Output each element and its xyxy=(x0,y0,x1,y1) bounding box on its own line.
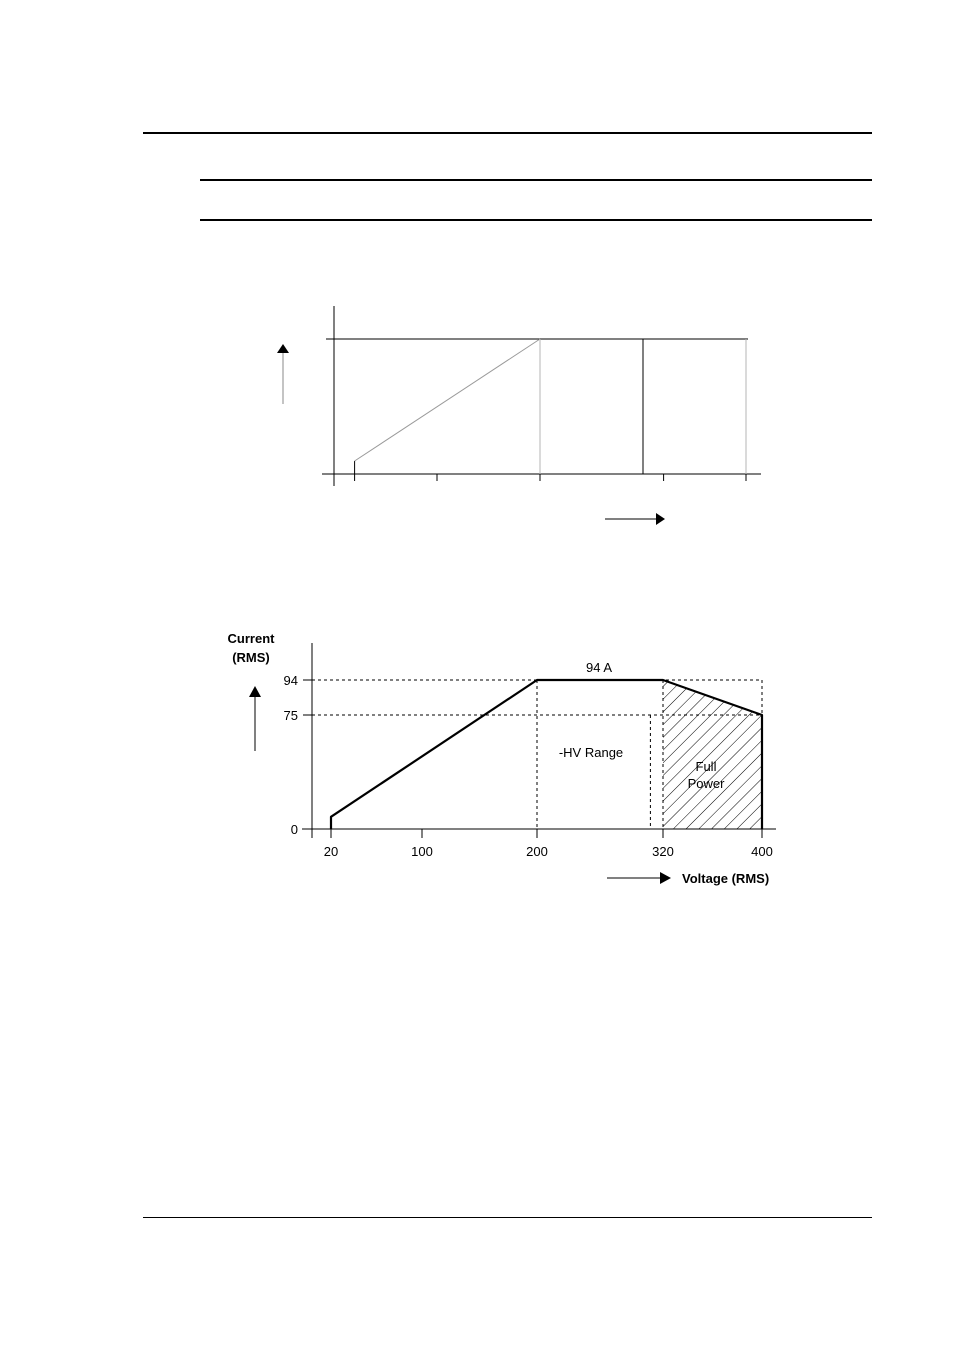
chart2-right-arrow xyxy=(607,872,671,884)
chart2-up-arrow xyxy=(249,686,261,751)
x-tick-label: 100 xyxy=(411,844,433,859)
x-tick-label: 320 xyxy=(652,844,674,859)
x-tick-label: 200 xyxy=(526,844,548,859)
x-tick-label: 400 xyxy=(751,844,773,859)
label-full-power: Full xyxy=(695,759,717,774)
x-tick-label: 20 xyxy=(323,844,339,859)
label-hv-range: -HV Range xyxy=(558,745,624,760)
label-full-power: Power xyxy=(687,776,725,791)
label-94a: 94 A xyxy=(585,660,613,675)
y-tick-label: 75 xyxy=(283,708,298,723)
full-power-region xyxy=(663,680,762,829)
chart2-x-axis-title: Voltage (RMS) xyxy=(682,871,770,886)
chart2-y-axis-title-line1: Current xyxy=(227,631,275,646)
chart2-y-axis-title-line2: (RMS) xyxy=(232,650,270,665)
y-tick-label: 0 xyxy=(290,822,298,837)
y-tick-label: 94 xyxy=(283,673,298,688)
